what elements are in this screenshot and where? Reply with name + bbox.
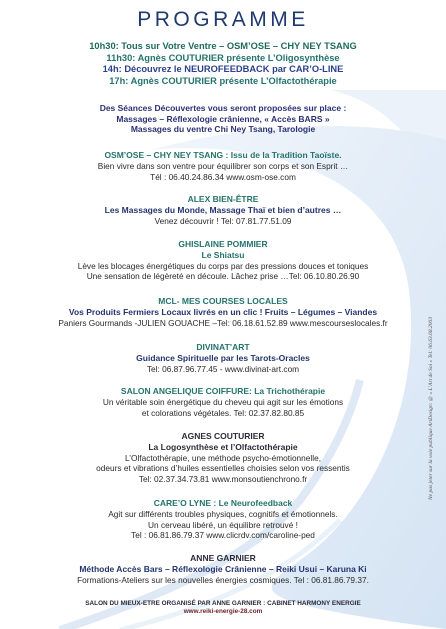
section-heading: ALEX BIEN-ÊTRE [187, 194, 259, 204]
intro-line: Massages du ventre Chi Ney Tsang, Tarologie [130, 124, 316, 135]
schedule [0, 41, 446, 87]
section-subheading: Guidance Spirituelle par les Tarots-Oracles [136, 352, 310, 363]
section-contact: Tel: 06.87.96.77.45 - www.divinat-art.com [146, 363, 300, 374]
intro-line: Massages – Réflexologie crânienne, « Accès BARS » [116, 113, 330, 124]
section-text: Agit sur différents troubles physiques, cognitifs et émotionnels. [108, 508, 338, 519]
section-contact: Tel: 02.37.34.73.81 www.monsoutienchrono.fr [138, 474, 308, 485]
section-heading: ANNE GARNIER [190, 553, 256, 563]
side-note: Ne pas jeter sur la voie publique ArtDesign: @ « L’Art de Soi » Tel: 06.63.68.2003 [428, 317, 434, 500]
section-contact: Une sensation de légèreté en découle. Lâchez prise …Tel: 06.10.80.26.90 [86, 271, 360, 282]
section-contact: Tél : 06.40.24.86.34 www.osm-ose.com [150, 171, 296, 182]
section-contact: Paniers Gourmands -JULIEN GOUACHE –Tel: 06.18.61.52.89 www.mescourseslocales.fr [58, 317, 388, 328]
section-subheading: Les Massages du Monde, Massage Thaï et bien d’autres … [104, 204, 342, 215]
section-salon-angelique [0, 386, 446, 418]
section-contact: et colorations végétales. Tel: 02.37.82.80.85 [141, 407, 305, 418]
section-heading: DIVINAT’ART [196, 342, 250, 352]
footer [0, 600, 446, 616]
schedule-item: 17h: Agnès COUTURIER présente L’Olfactothérapie [109, 75, 337, 86]
section-anne-garnier [0, 553, 446, 585]
section-subheading: Vos Produits Fermiers Locaux livrés en un clic ! Fruits – Légumes – Viandes [68, 306, 378, 317]
section-subheading: La Logosynthèse et l’Olfactothérapie [148, 441, 298, 452]
section-text: Un véritable soin énergétique du cheveu qui agit sur les émotions [102, 396, 344, 407]
section-contact: Formations-Ateliers sur les nouvelles énergies cosmiques. Tel : 06.81.86.79.37. [77, 574, 369, 585]
section-heading: OSM’OSE – CHY NEY TSANG : Issu de la Tradition Taoïste. [104, 150, 342, 160]
section-text: Un cerveau libéré, un équilibre retrouvé ! [148, 519, 298, 530]
section-careo-lyne [0, 498, 446, 541]
page-title: PROGRAMME [137, 8, 309, 31]
section-ghislaine-pommier [0, 239, 446, 282]
intro-block [0, 103, 446, 135]
schedule-item: 10h30: Tous sur Votre Ventre – OSM’OSE – CHY NEY TSANG [89, 41, 357, 51]
section-text: L’Olfactothérapie, une méthode psycho-émotionnelle, [124, 452, 322, 463]
section-mes-courses-locales [0, 296, 446, 328]
section-osmose [0, 150, 446, 182]
footer-organizer: SALON DU MIEUX-ETRE ORGANISÉ PAR ANNE GARNIER : CABINET HARMONY ENERGIE [85, 600, 361, 607]
section-subheading: Méthode Accès Bars – Réflexologie Crânienne – Reiki Usui – Karuna Ki [79, 563, 367, 574]
section-contact: Venez découvrir ! Tel: 07.81.77.51.09 [154, 215, 292, 226]
section-heading: CARE’O LYNE : Le Neurofeedback [153, 498, 293, 508]
section-heading: SALON ANGELIQUE COIFFURE: La Trichothérapie [120, 386, 326, 396]
section-heading: GHISLAINE POMMIER [178, 239, 268, 249]
schedule-item: 14h: Découvrez le NEUROFEEDBACK par CAR’O-LINE [102, 64, 344, 75]
section-divinat-art [0, 342, 446, 374]
schedule-item: 11h30: Agnès COUTURIER présente L’Oligosynthèse [106, 52, 340, 63]
section-alex-bien-etre [0, 194, 446, 226]
section-agnes-couturier [0, 431, 446, 485]
footer-website: www.reiki-energie-28.com [183, 608, 263, 615]
section-contact: Tel : 06.81.86.79.37 www.clicrdv.com/caroline-ped [131, 530, 315, 541]
section-text: Lève les blocages énergétiques du corps par des pressions douces et toniques [77, 260, 369, 271]
section-heading: MCL- MES COURSES LOCALES [158, 296, 288, 306]
intro-line: Des Séances Découvertes vous seront proposées sur place : [99, 103, 347, 113]
section-text: odeurs et vibrations d’huiles essentielles choisies selon vos ressentis [96, 463, 350, 474]
section-text: Bien vivre dans son ventre pour équilibrer son corps et son Esprit … [97, 160, 349, 171]
section-subheading: Le Shiatsu [201, 249, 245, 260]
section-heading: AGNES COUTURIER [181, 431, 265, 441]
